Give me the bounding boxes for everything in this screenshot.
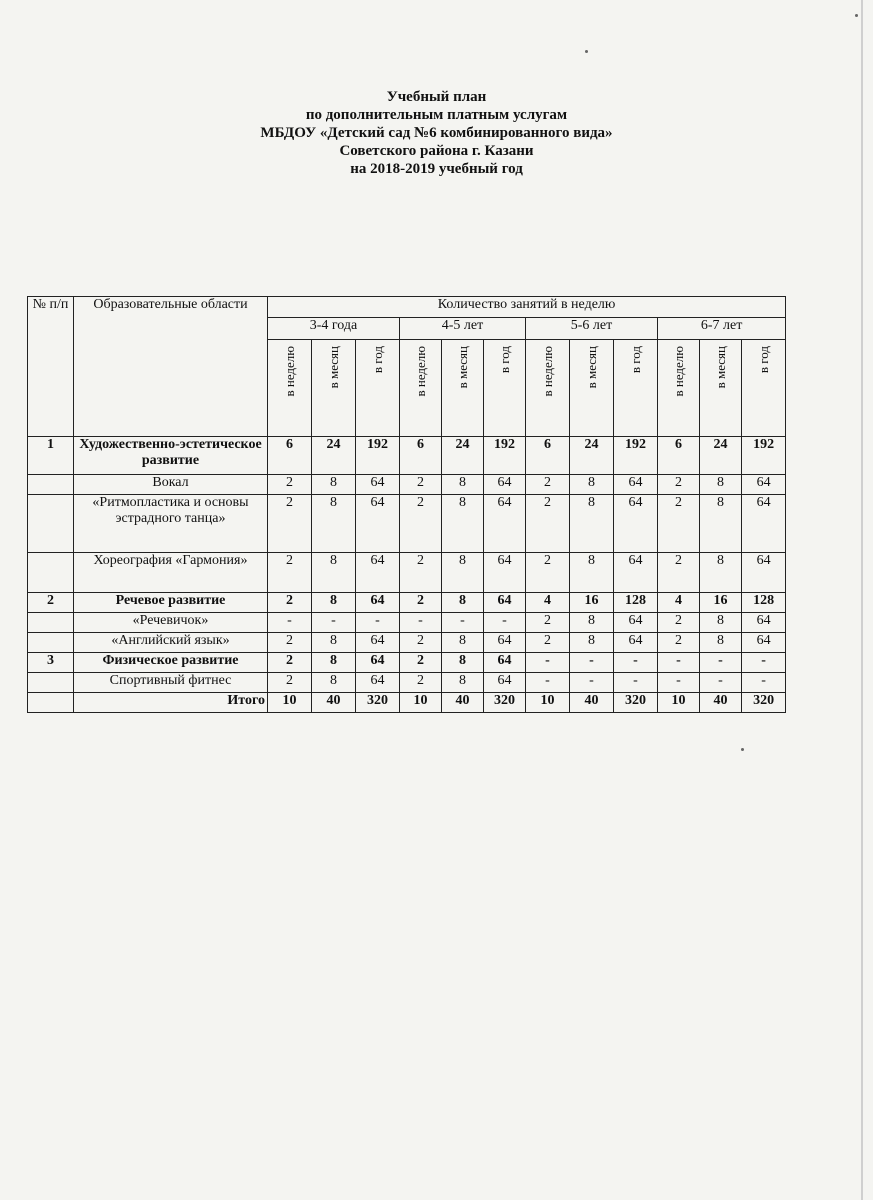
row-value: 64 [484, 673, 526, 693]
row-value: - [570, 673, 614, 693]
subheader-label: в неделю [281, 346, 297, 397]
row-value: 16 [570, 593, 614, 613]
title-line: Учебный план [386, 89, 487, 105]
row-value: - [356, 613, 400, 633]
row-value: 2 [268, 633, 312, 653]
subheader-cell [442, 340, 484, 437]
row-value: 2 [526, 495, 570, 553]
row-value: 320 [356, 693, 400, 713]
row-value: 64 [356, 495, 400, 553]
row-value: 192 [356, 437, 400, 475]
row-num [28, 633, 74, 653]
row-value: - [526, 653, 570, 673]
row-value: 10 [400, 693, 442, 713]
row-value: 10 [268, 693, 312, 713]
row-value: - [614, 673, 658, 693]
subheader-label: в неделю [539, 346, 555, 397]
subheader-cell [268, 340, 312, 437]
row-value: 2 [658, 475, 700, 495]
row-value: 2 [658, 553, 700, 593]
row-value: 8 [700, 633, 742, 653]
row-value: 8 [312, 673, 356, 693]
row-value: 320 [614, 693, 658, 713]
row-value: 8 [312, 653, 356, 673]
row-value: 64 [356, 633, 400, 653]
row-value: 192 [742, 437, 786, 475]
row-area-name: Итого [74, 693, 268, 713]
row-value: 8 [570, 633, 614, 653]
table-row [28, 593, 786, 613]
row-value: 64 [614, 553, 658, 593]
subheader-label: в месяц [712, 346, 728, 389]
row-value: 2 [400, 673, 442, 693]
row-num [28, 613, 74, 633]
row-value: 8 [700, 613, 742, 633]
row-value: 8 [312, 475, 356, 495]
row-value: 64 [484, 475, 526, 495]
row-area-name: Художественно-эстетическое развитие [74, 437, 268, 475]
row-value: 40 [312, 693, 356, 713]
header-age: 5-6 лет [526, 318, 658, 340]
row-value: - [658, 673, 700, 693]
row-value: 8 [442, 593, 484, 613]
subheader-label: в год [496, 346, 512, 374]
row-value: 8 [700, 475, 742, 495]
row-value: 6 [658, 437, 700, 475]
row-area-name: «Речевичок» [74, 613, 268, 633]
table-row [28, 653, 786, 673]
scan-speck [855, 14, 858, 17]
row-value: 8 [700, 495, 742, 553]
subheader-label: в месяц [325, 346, 341, 389]
row-num [28, 673, 74, 693]
subheader-label: в месяц [583, 346, 599, 389]
subheader-label: в месяц [454, 346, 470, 389]
row-num [28, 475, 74, 495]
table-row [28, 553, 786, 593]
title-line: Советского района г. Казани [339, 143, 534, 159]
header-age: 6-7 лет [658, 318, 786, 340]
row-value: 192 [484, 437, 526, 475]
header-count: Количество занятий в неделю [268, 297, 786, 318]
header-num: № п/п [28, 297, 74, 437]
row-value: - [700, 673, 742, 693]
subheader-cell [312, 340, 356, 437]
row-value: 6 [268, 437, 312, 475]
row-value: 64 [356, 593, 400, 613]
row-value: 320 [484, 693, 526, 713]
row-value: 2 [526, 553, 570, 593]
row-value: 8 [442, 633, 484, 653]
row-value: 2 [400, 475, 442, 495]
row-value: 2 [400, 593, 442, 613]
row-area-name: Вокал [74, 475, 268, 495]
row-value: - [442, 613, 484, 633]
row-area-name: Речевое развитие [74, 593, 268, 613]
row-value: 16 [700, 593, 742, 613]
row-value: - [312, 613, 356, 633]
table-row [28, 633, 786, 653]
table-row [28, 613, 786, 633]
subheader-label: в неделю [412, 346, 428, 397]
subheader-cell [614, 340, 658, 437]
row-value: 64 [742, 613, 786, 633]
row-value: 64 [356, 475, 400, 495]
row-value: 8 [570, 553, 614, 593]
page-edge [861, 0, 863, 1200]
row-value: 10 [658, 693, 700, 713]
row-value: 40 [700, 693, 742, 713]
table-row [28, 673, 786, 693]
document-title [0, 88, 873, 178]
row-value: 6 [400, 437, 442, 475]
row-value: 2 [658, 613, 700, 633]
row-area-name: Хореография «Гармония» [74, 553, 268, 593]
subheader-label: в год [627, 346, 643, 374]
row-value: 128 [614, 593, 658, 613]
row-value: - [742, 653, 786, 673]
row-area-name: «Ритмопластика и основы эстрадного танца» [74, 495, 268, 553]
subheader-cell [570, 340, 614, 437]
row-value: 8 [312, 633, 356, 653]
row-value: 8 [442, 495, 484, 553]
row-value: 2 [268, 673, 312, 693]
row-value: - [400, 613, 442, 633]
row-value: 8 [570, 613, 614, 633]
row-num: 3 [28, 653, 74, 673]
row-value: 2 [526, 475, 570, 495]
row-value: 64 [614, 633, 658, 653]
row-value: 64 [742, 633, 786, 653]
row-value: 8 [312, 553, 356, 593]
row-num: 2 [28, 593, 74, 613]
row-value: - [658, 653, 700, 673]
row-value: 8 [442, 653, 484, 673]
row-value: 64 [614, 475, 658, 495]
table-row [28, 437, 786, 475]
title-line: по дополнительным платным услугам [305, 107, 568, 123]
row-value: 40 [570, 693, 614, 713]
scan-speck [741, 748, 744, 751]
subheader-cell [356, 340, 400, 437]
row-value: 64 [484, 633, 526, 653]
row-value: 24 [700, 437, 742, 475]
row-value: 4 [658, 593, 700, 613]
row-value: - [614, 653, 658, 673]
row-value: - [742, 673, 786, 693]
row-value: 2 [400, 495, 442, 553]
subheader-cell [700, 340, 742, 437]
row-area-name: Спортивный фитнес [74, 673, 268, 693]
row-value: 40 [442, 693, 484, 713]
row-num [28, 553, 74, 593]
row-value: 64 [356, 553, 400, 593]
row-value: 2 [268, 495, 312, 553]
row-value: 24 [442, 437, 484, 475]
row-num [28, 693, 74, 713]
header-age: 4-5 лет [400, 318, 526, 340]
curriculum-table [27, 296, 786, 713]
row-area-name: Физическое развитие [74, 653, 268, 673]
row-value: 64 [614, 613, 658, 633]
row-value: 2 [268, 475, 312, 495]
title-line: МБДОУ «Детский сад №6 комбинированного вида» [260, 125, 613, 141]
row-value: - [570, 653, 614, 673]
row-value: 8 [442, 553, 484, 593]
row-value: 8 [312, 593, 356, 613]
row-num: 1 [28, 437, 74, 475]
row-value: 2 [268, 593, 312, 613]
row-value: 8 [570, 495, 614, 553]
table-row [28, 495, 786, 553]
row-area-name: «Английский язык» [74, 633, 268, 653]
row-value: 2 [400, 653, 442, 673]
subheader-label: в год [369, 346, 385, 374]
row-num [28, 495, 74, 553]
row-value: 64 [484, 553, 526, 593]
row-value: - [268, 613, 312, 633]
subheader-cell [484, 340, 526, 437]
row-value: 2 [658, 633, 700, 653]
row-value: 10 [526, 693, 570, 713]
scan-speck [585, 50, 588, 53]
row-value: 64 [484, 495, 526, 553]
row-value: 8 [312, 495, 356, 553]
row-value: 6 [526, 437, 570, 475]
row-value: 4 [526, 593, 570, 613]
row-value: 64 [614, 495, 658, 553]
row-value: 8 [700, 553, 742, 593]
row-value: 2 [658, 495, 700, 553]
row-value: - [484, 613, 526, 633]
subheader-label: в неделю [670, 346, 686, 397]
row-value: 24 [570, 437, 614, 475]
subheader-cell [658, 340, 700, 437]
row-value: 64 [484, 593, 526, 613]
row-value: 2 [268, 553, 312, 593]
row-value: 64 [484, 653, 526, 673]
row-value: 8 [570, 475, 614, 495]
row-value: - [526, 673, 570, 693]
table-row [28, 475, 786, 495]
row-value: 320 [742, 693, 786, 713]
subheader-label: в год [755, 346, 771, 374]
row-value: 64 [742, 553, 786, 593]
row-value: 64 [742, 495, 786, 553]
subheader-cell [742, 340, 786, 437]
row-value: 2 [268, 653, 312, 673]
header-area: Образовательные области [74, 297, 268, 437]
row-value: 2 [400, 553, 442, 593]
row-value: 2 [526, 633, 570, 653]
row-value: 2 [400, 633, 442, 653]
row-value: 8 [442, 673, 484, 693]
row-value: 192 [614, 437, 658, 475]
subheader-cell [400, 340, 442, 437]
row-value: 2 [526, 613, 570, 633]
header-age: 3-4 года [268, 318, 400, 340]
row-value: 64 [356, 653, 400, 673]
row-value: 128 [742, 593, 786, 613]
row-value: 64 [356, 673, 400, 693]
subheader-cell [526, 340, 570, 437]
row-value: 64 [742, 475, 786, 495]
row-value: 24 [312, 437, 356, 475]
table-row [28, 693, 786, 713]
row-value: - [700, 653, 742, 673]
row-value: 8 [442, 475, 484, 495]
title-line: на 2018-2019 учебный год [350, 161, 523, 177]
